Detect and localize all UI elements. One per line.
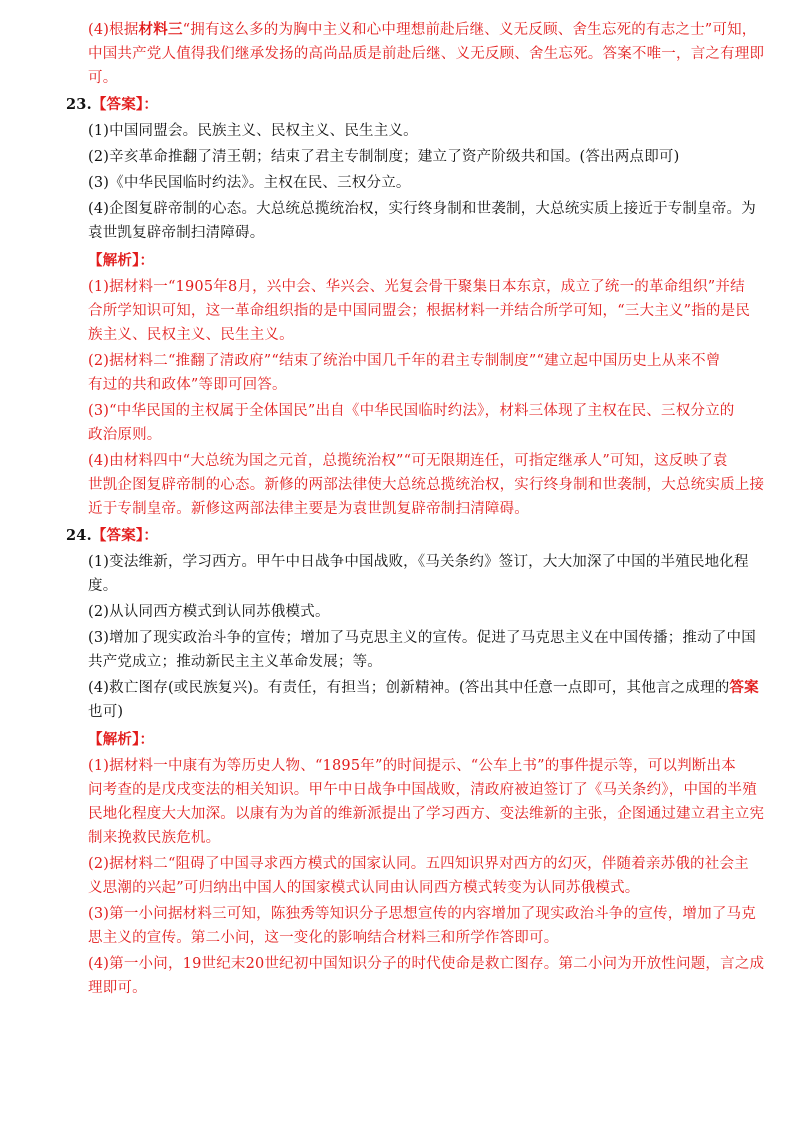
q23-analysis-line: 有过的共和政体”等即可回答。 <box>88 377 287 393</box>
q23-heading <box>66 95 158 115</box>
q24-analysis-line: (2)据材料二“阻碍了中国寻求西方模式的国家认同。五四知识界对西方的幻灭，伴随着亲苏俄的社会主 <box>88 856 749 872</box>
q24-answer-3b: 共产党成立；推动新民主主义革命发展；等。 <box>88 654 382 670</box>
q24-analysis-line: (3)第一小问据材料三可知，陈独秀等知识分子思想宣传的内容增加了现实政治斗争的宣传，增加了马克 <box>88 906 756 922</box>
q24-analysis-line: 义思潮的兴起”可归纳出中国人的国家模式认同由认同西方模式转变为认同苏俄模式。 <box>88 880 640 896</box>
q24-heading <box>66 526 158 546</box>
q24-analysis-line: 理即可。 <box>88 980 147 996</box>
q23-analysis-line: (3)“中华民国的主权属于全体国民”出自《中华民国临时约法》，材料三体现了主权在民、三权分立的 <box>88 403 735 419</box>
q23-analysis-tag: 【解析】： <box>88 252 155 269</box>
q23-answer-3: (3)《中华民国临时约法》。主权在民、三权分立。 <box>88 175 411 191</box>
q23-analysis-line: 政治原则。 <box>88 427 162 443</box>
q24-answer-4-bold: 答案 <box>729 679 759 696</box>
q23-analysis-line: 族主义、民权主义、民生主义。 <box>88 327 294 343</box>
q24-answer-4b: 也可) <box>88 704 124 720</box>
q23-answer-1: (1)中国同盟会。民族主义、民权主义、民生主义。 <box>88 123 418 139</box>
q24-answer-1a: (1)变法维新，学习西方。甲午中日战争中国战败，《马关条约》签订，大大加深了中国的半殖民地化程 <box>88 554 749 570</box>
q24-analysis-line: 问考查的是戊戌变法的相关知识。甲午中日战争中国战败，清政府被迫签订了《马关条约》，中国的半殖 <box>88 782 757 798</box>
q23-answer-2: (2)辛亥革命推翻了清王朝；结束了君主专制制度；建立了资产阶级共和国。(答出两点即可) <box>88 149 680 165</box>
q24-analysis-line: 制来挽救民族危机。 <box>88 830 221 846</box>
q22-4-line-3: 可。 <box>88 70 118 86</box>
q24-answer-3a: (3)增加了现实政治斗争的宣传；增加了马克思主义的宣传。促进了马克思主义在中国传播；推动了中国 <box>88 630 756 646</box>
q23-analysis-line: 合所学知识可知，这一革命组织指的是中国同盟会；根据材料一并结合所学可知，“三大主义”指的是民 <box>88 303 751 319</box>
q24-number: 24. <box>66 527 92 544</box>
q24-answer-1b: 度。 <box>88 578 118 594</box>
q24-analysis-tag: 【解析】： <box>88 731 155 748</box>
q23-number: 23. <box>66 96 92 113</box>
q22-4-quote: “拥有这么多的为胸中主义和心中理想前赴后继、义无反顾、舍生忘死的有志之士”可知， <box>182 22 757 38</box>
q24-analysis-line: 思主义的宣传。第二小问，这一变化的影响结合材料三和所学作答即可。 <box>88 930 559 946</box>
q23-analysis-line: (4)由材料四中“大总统为国之元首，总揽统治权”“可无限期连任，可指定继承人”可知，这反映了袁 <box>88 453 728 469</box>
q23-answer-4a: (4)企图复辟帝制的心态。大总统总揽统治权，实行终身制和世袭制，大总统实质上接近于专制皇帝。为 <box>88 201 756 217</box>
q24-answer-4-text: (4)救亡图存(或民族复兴)。有责任，有担当；创新精神。(答出其中任意一点即可，其他言之成理的 <box>88 680 730 696</box>
q23-answer-tag: 【答案】： <box>91 96 159 113</box>
q24-analysis-line: 民地化程度大大加深。以康有为为首的维新派提出了学习西方、变法维新的主张，企图通过建立君主立宪 <box>88 806 765 822</box>
q24-answer-tag: 【答案】： <box>91 527 159 544</box>
q23-analysis-line: (1)据材料一“1905年8月，兴中会、华兴会、光复会骨干聚集日本东京，成立了统一的革命组织”并结 <box>88 279 745 295</box>
q22-4-line-1 <box>88 20 756 40</box>
q22-4-line-2: 中国共产党人值得我们继承发扬的高尚品质是前赴后继、义无反顾、舍生忘死。答案不唯一，言之有理即 <box>88 46 765 62</box>
q23-analysis-line: 世凯企图复辟帝制的心态。新修的两部法律使大总统总揽统治权，实行终身制和世袭制，大总统实质上接 <box>88 477 765 493</box>
q22-4-material-ref: 材料三 <box>138 21 183 38</box>
q24-analysis-line: (1)据材料一中康有为等历史人物、“1895年”的时间提示、“公车上书”的事件提示等，可以判断出本 <box>88 758 736 774</box>
q23-answer-4b: 袁世凯复辟帝制扫清障碍。 <box>88 225 265 241</box>
q22-4-prefix: (4)根据 <box>88 22 139 38</box>
q24-answer-2: (2)从认同西方模式到认同苏俄模式。 <box>88 604 330 620</box>
q24-answer-4a <box>88 678 759 698</box>
q23-analysis-line: 近于专制皇帝。新修这两部法律主要是为袁世凯复辟帝制扫清障碍。 <box>88 501 529 517</box>
q23-analysis-line: (2)据材料二“推翻了清政府”“结束了统治中国几千年的君主专制制度”“建立起中国历史上从来不曾 <box>88 353 721 369</box>
q24-analysis-line: (4)第一小问，19世纪末20世纪初中国知识分子的时代使命是救亡图存。第二小问为开放性问题，言之成 <box>88 956 765 972</box>
